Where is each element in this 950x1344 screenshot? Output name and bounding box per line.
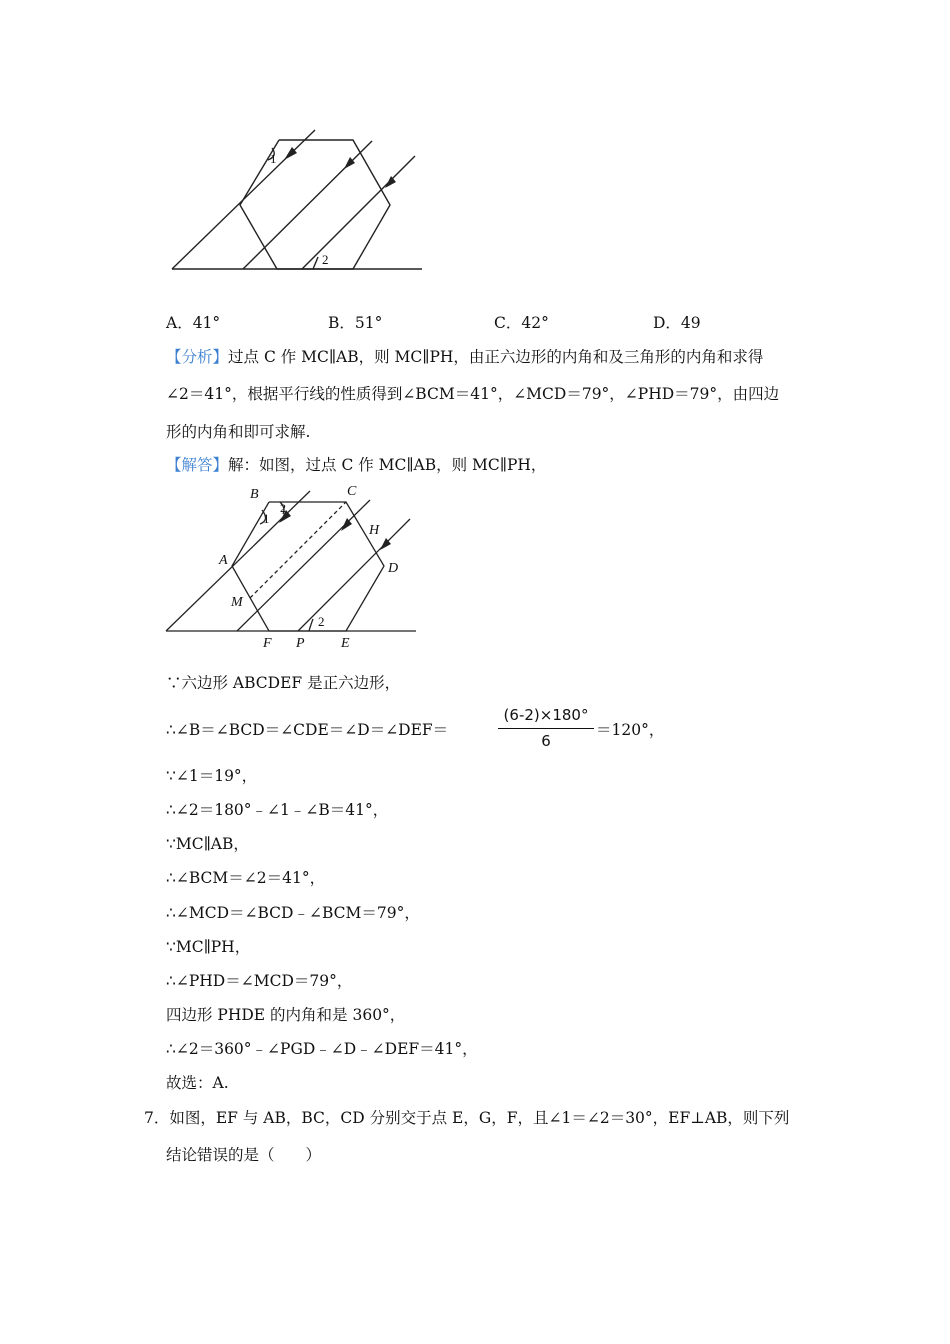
step-12-answer: 故选：A. (166, 1074, 229, 1092)
figure1-angle-1-label: 1 (270, 151, 277, 166)
step-5: ∵MC∥AB， (166, 835, 249, 853)
option-c[interactable]: C．42° (494, 314, 549, 332)
label-E: E (341, 636, 350, 651)
figure2-angle-2-top-label: 2 (280, 501, 286, 515)
ray-2-1 (166, 491, 310, 631)
question-7-line-1: 7．如图，EF 与 AB，BC，CD 分别交于点 E，G，F，且∠1＝∠2＝30°，EF⊥AB，则下列 (144, 1109, 790, 1127)
analysis-tag: 【分析】 (166, 348, 229, 366)
step-11: ∴∠2＝360°﹣∠PGD﹣∠D﹣∠DEF＝41°， (166, 1040, 478, 1058)
figure2-angle-2-label: 2 (318, 614, 325, 629)
fraction-bar (498, 728, 594, 729)
solution-tag: 【解答】 (166, 456, 229, 474)
figure1-angle-2-label: 2 (322, 252, 329, 267)
step-9: ∴∠PHD＝∠MCD＝79°， (166, 972, 353, 990)
question-7-line-2: 结论错误的是（ ） (166, 1146, 322, 1164)
fraction-result: ＝120°， (596, 721, 665, 739)
figure2-angle-1-label: 1 (263, 511, 270, 526)
option-a[interactable]: A．41° (166, 314, 221, 332)
fraction-numerator: (6-2)×180° (503, 706, 589, 724)
fraction-denominator: 6 (541, 732, 551, 750)
step-6: ∴∠BCM＝∠2＝41°， (166, 869, 326, 887)
option-d[interactable]: D．49 (653, 314, 701, 332)
hexagon-outline-2 (232, 502, 384, 631)
solution-intro-text: 解：如图，过点 C 作 MC∥AB，则 MC∥PH， (228, 456, 547, 474)
step-7: ∴∠MCD＝∠BCD﹣∠BCM＝79°， (166, 904, 420, 922)
step-1: ∵六边形 ABCDEF 是正六边形， (166, 674, 401, 692)
step-4: ∴∠2＝180°﹣∠1﹣∠B＝41°， (166, 801, 389, 819)
step-8: ∵MC∥PH， (166, 938, 251, 956)
label-H: H (369, 523, 380, 538)
step-2: ∴∠B＝∠BCD＝∠CDE＝∠D＝∠DEF＝ (166, 721, 449, 739)
label-A: A (219, 553, 228, 568)
label-M: M (231, 595, 243, 610)
fraction (498, 706, 594, 750)
label-D: D (388, 561, 399, 576)
option-b[interactable]: B．51° (328, 314, 383, 332)
label-P: P (296, 636, 305, 651)
label-F: F (263, 636, 272, 651)
analysis-line-2: ∠2＝41°，根据平行线的性质得到∠BCM＝41°，∠MCD＝79°，∠PHD＝79°，由四边 (166, 385, 780, 403)
label-B: B (250, 487, 259, 502)
step-3: ∵∠1＝19°， (166, 767, 258, 785)
analysis-line-3: 形的内角和即可求解. (166, 423, 311, 441)
ray-2-2 (237, 500, 370, 631)
step-10: 四边形 PHDE 的内角和是 360°， (166, 1006, 406, 1024)
label-C: C (347, 484, 357, 499)
angle-2-arc-bottom (309, 619, 313, 631)
analysis-text-1: 过点 C 作 MC∥AB，则 MC∥PH，由正六边形的内角和及三角形的内角和求得 (228, 348, 764, 366)
